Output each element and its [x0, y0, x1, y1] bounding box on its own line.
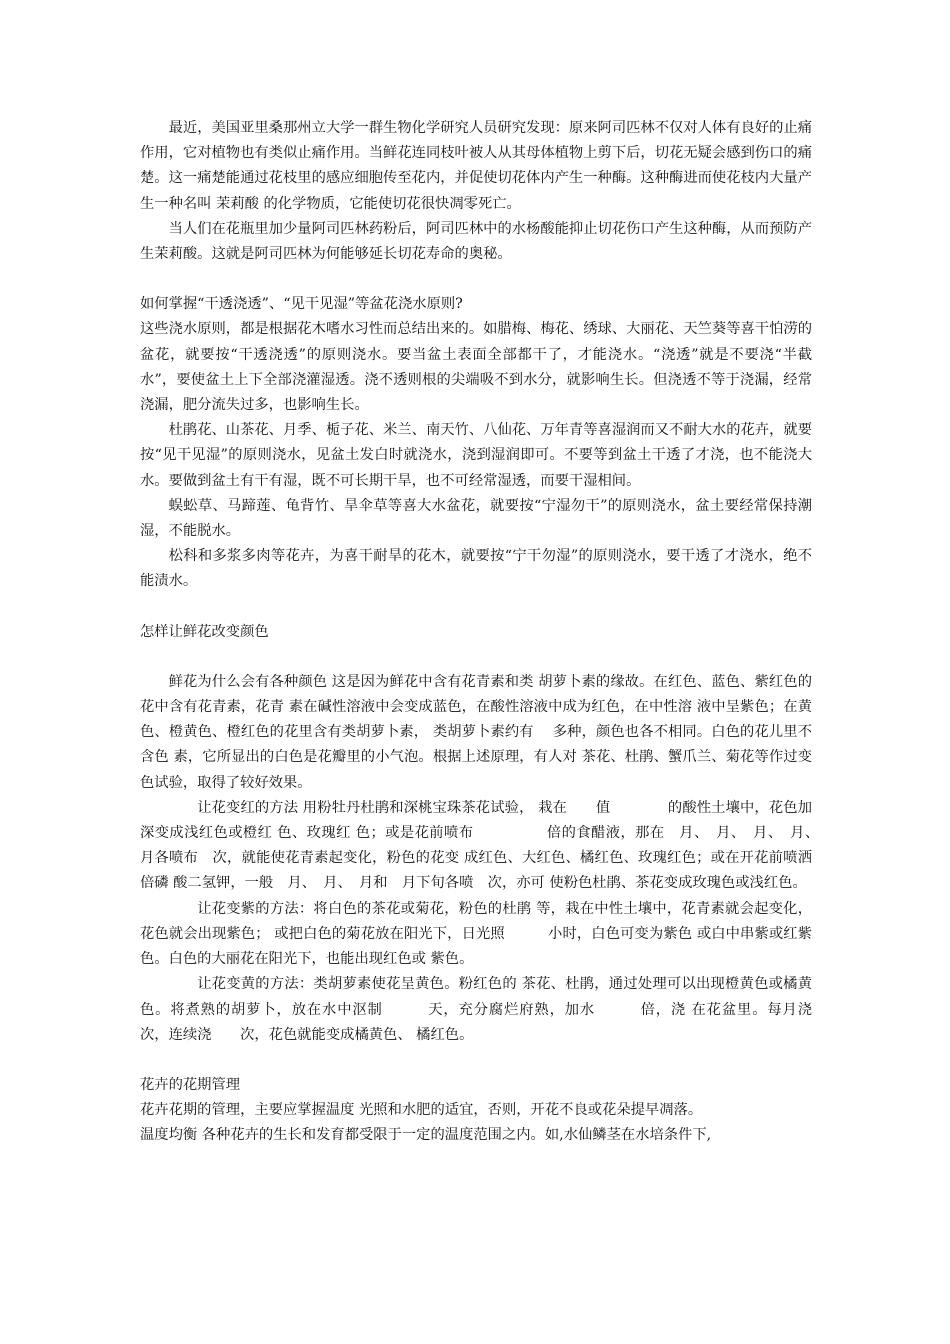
- watering-paragraph-2: 杜鹃花、山茶花、月季、栀子花、米兰、南天竹、八仙花、万年青等喜湿润而又不耐大水的花卉，就要按“见干见湿”的原则浇水，见盆土发白时就浇水，浇到湿润即可。不要等到盆土干透了才浇，也不能浇大水。要做到盆土有干有湿，既不可长期干旱，也不可经常湿透，而要干湿相间。: [140, 422, 812, 489]
- color-paragraph-yellow: 让花变黄的方法：类胡萝素使花呈黄色。粉红色的 茶花、杜鹃，通过处理可以出现橙黄色或橘黄色。将煮熟的胡萝卜，放在水中沤制 天，充分腐烂府熟，加水 倍，浇 在花盆里。每月浇 次，连续浇 次，花色就能变成橘黄色、 橘红色。: [140, 976, 827, 1043]
- bloom-paragraph-2: 温度均衡 各种花卉的生长和发育都受限于一定的温度范围之内。如,水仙鳞茎在水培条件下,: [140, 1127, 712, 1144]
- color-paragraph-1: 鲜花为什么会有各种颜色 这是因为鲜花中含有花青素和类 胡萝卜素的缘故。在红色、蓝色、紫红色的花中含有花青素，花青 素在碱性溶液中会变成蓝色，在酸性溶液中成为红色，在中性溶 液中呈紫色；在黄色、橙黄色、橙红色的花里含有类胡萝卜素， 类胡萝卜素约有 多种，颜色也各不相同。白色的花儿里不含色 素，它所显出的白色是花瓣里的小气泡。根据上述原理，有人对 茶花、杜鹃、蟹爪兰、菊花等作过变色试验，取得了较好效果。: [140, 673, 812, 791]
- intro-paragraph-2: 当人们在花瓶里加少量阿司匹林药粉后，阿司匹林中的水杨酸能抑止切花伤口产生这种酶，从而预防产生茉莉酸。这就是阿司匹林为何能够延长切花寿命的奥秘。: [140, 220, 812, 263]
- blank-line: [140, 645, 812, 670]
- blank-line: [140, 595, 812, 620]
- color-paragraph-purple: 让花变紫的方法：将白色的茶花或菊花，粉色的杜鹃 等，栽在中性土壤中，花青素就会起变化，花色就会出现紫色； 或把白色的菊花放在阳光下，日光照 小时，白色可变为紫色 或白中串紫或红紫色。白色的大丽花在阳光下，也能出现红色或 紫色。: [140, 900, 812, 968]
- bloom-heading: 花卉的花期管理: [140, 1076, 241, 1093]
- document-page: [140, 116, 841, 1149]
- watering-paragraph-3: 蜈蚣草、马蹄莲、龟背竹、旱伞草等喜大水盆花，就要按“宁湿勿干”的原则浇水，盆土要经常保持潮湿，不能脱水。: [140, 497, 812, 540]
- watering-paragraph-4: 松科和多浆多肉等花卉，为喜干耐旱的花木，就要按“宁干勿湿”的原则浇水，要干透了才浇水，绝不能渍水。: [140, 548, 812, 590]
- color-heading: 怎样让鲜花改变颜色: [140, 623, 269, 640]
- blank-line: [140, 1048, 812, 1073]
- watering-heading: 如何掌握“干透浇透”、“见干见湿”等盆花浇水原则?: [140, 296, 463, 313]
- watering-paragraph-1: 这些浇水原则，都是根据花木嗜水习性而总结出来的。如腊梅、梅花、绣球、大丽花、天竺葵等喜干怕涝的盆花，就要按“干透浇透”的原则浇水。要当盆土表面全部都干了，才能浇水。“浇透”就是不要浇“半截水”，要使盆土上下全部浇灌湿透。浇不透则根的尖端吸不到水分，就影响生长。但浇透不等于浇漏，经常浇漏，肥分流失过多，也影响生长。: [140, 321, 812, 414]
- intro-paragraph-1: 最近，美国亚里桑那州立大学一群生物化学研究人员研究发现：原来阿司匹林不仅对人体有良好的止痛作用，它对植物也有类似止痛作用。当鲜花连同枝叶被人从其母体植物上剪下后，切花无疑会感到伤口的痛楚。这一痛楚能通过花枝里的感应细胞传至花内，并促使切花体内产生一种酶。这种酶进而使花枝内大量产生一种名叫 茉莉酸 的化学物质，它能使切花很快凋零死亡。: [140, 120, 812, 212]
- bloom-paragraph-1: 花卉花期的管理，主要应掌握温度 光照和水肥的适宜，否则，开花不良或花朵提早凋落。: [140, 1102, 703, 1119]
- blank-line: [140, 267, 812, 292]
- color-paragraph-red: 让花变红的方法 用粉牡丹杜鹃和深桃宝珠茶花试验， 栽在 值 的酸性土壤中，花色加深变成浅红色或橙红 色、玫瑰红 色；或是花前喷布 倍的食醋液，那在 月、 月、 月、 月、 月各喷布 次，就能使花青素起变化，粉色的花变 成红色、大红色、橘红色、玫瑰红色；或在开花前喷洒 倍磷 酸二氢钾，一般 月、 月、 月和 月下旬各喷 次，亦可 使粉色杜鹃、茶花变成玫瑰色或浅红色。: [140, 799, 841, 892]
